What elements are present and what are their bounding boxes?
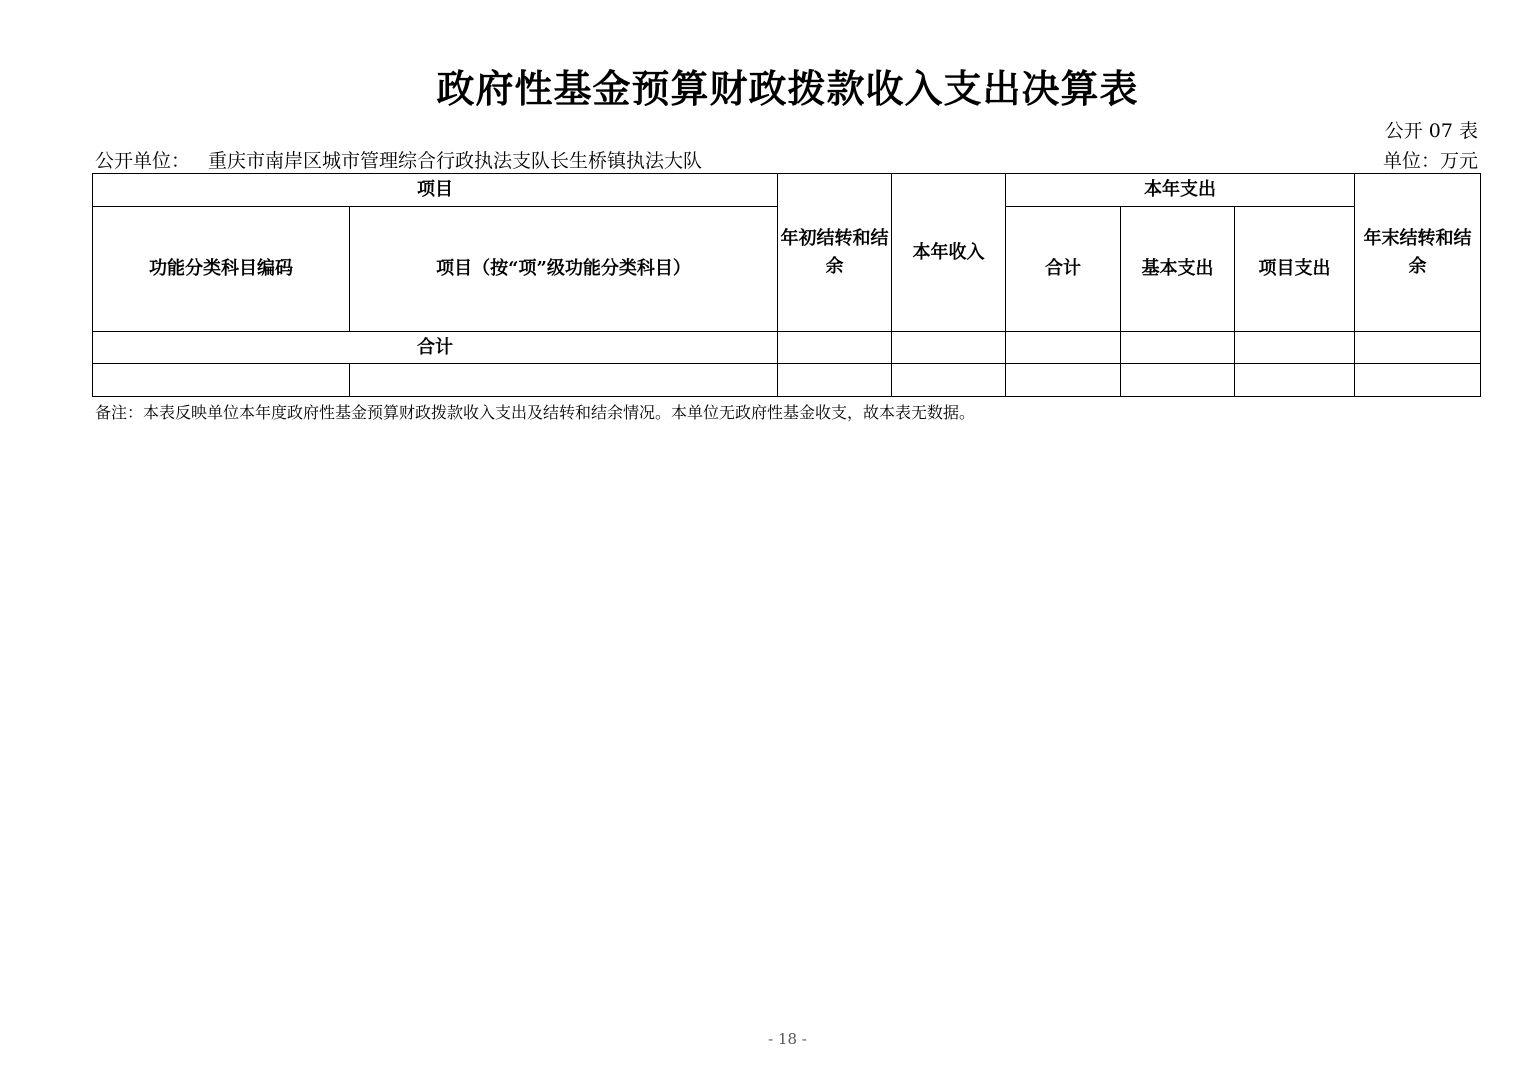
table-cell (778, 364, 892, 397)
header-code: 功能分类科目编码 (93, 207, 350, 332)
budget-table (92, 173, 1481, 397)
header-income: 本年收入 (892, 174, 1006, 332)
organization-name: 重庆市南岸区城市管理综合行政执法支队长生桥镇执法大队 (208, 150, 703, 172)
header-basic: 基本支出 (1121, 207, 1235, 332)
header-expense: 本年支出 (1006, 174, 1355, 207)
table-cell (1006, 364, 1121, 397)
total-cell (892, 332, 1006, 364)
unit-line (95, 146, 1478, 173)
table-cell (1121, 364, 1235, 397)
total-cell (778, 332, 892, 364)
header-project: 项目 (93, 174, 778, 207)
table-cell (93, 364, 350, 397)
header-item: 项目（按“项”级功能分类科目） (350, 207, 778, 332)
total-cell (1235, 332, 1355, 364)
table-cell (1355, 364, 1481, 397)
currency-unit: 单位：万元 (1382, 150, 1478, 172)
header-project-expense: 项目支出 (1235, 207, 1355, 332)
total-cell (1006, 332, 1121, 364)
organization (95, 146, 702, 173)
total-row (93, 332, 1481, 364)
table-row (93, 364, 1481, 397)
page-number: - 18 - (768, 1030, 807, 1048)
organization-label: 公开单位： (95, 150, 191, 172)
table-cell (892, 364, 1006, 397)
table-cell (350, 364, 778, 397)
total-cell (1355, 332, 1481, 364)
page-title: 政府性基金预算财政拨款收入支出决算表 (436, 66, 1139, 111)
footnote: 备注：本表反映单位本年度政府性基金预算财政拨款收入支出及结转和结余情况。本单位无政府性基金收支，故本表无数据。 (95, 403, 976, 422)
total-cell (1121, 332, 1235, 364)
header-total: 合计 (1006, 207, 1121, 332)
header-end-balance: 年末结转和结余 (1355, 174, 1481, 332)
total-label: 合计 (93, 332, 778, 364)
header-begin-balance: 年初结转和结余 (778, 174, 892, 332)
header-row-1 (93, 174, 1481, 207)
table-cell (1235, 364, 1355, 397)
form-number: 公开 07 表 (1384, 120, 1478, 142)
